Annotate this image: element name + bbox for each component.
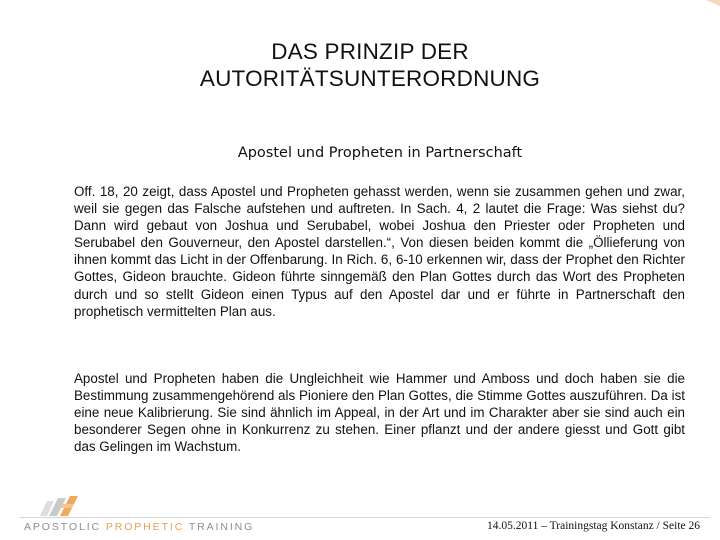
footer-brand-part-2: PROPHETIC (105, 521, 185, 533)
slide-title-line-1: DAS PRINZIP DER (271, 39, 469, 64)
footer-brand (24, 521, 254, 533)
footer-brand-part-3: TRAINING (184, 521, 255, 533)
slide-title (0, 38, 720, 92)
slide-subtitle: Apostel und Propheten in Partnerschaft (237, 145, 523, 161)
footer-page-info: 14.05.2011 – Trainingstag Konstanz / Seite 26 (487, 520, 700, 532)
triple-chevron-logo-icon (20, 490, 80, 520)
body-paragraph-1: Off. 18, 20 zeigt, dass Apostel und Propheten gehasst werden, wenn sie zusammen gehen und zwar, weil sie gegen das Falsche aufstehen und auftreten. In Sach. 4, 2 lautet die Frage: Was siehst du? Dann wird gebaut von Joshua und Serubabel, wobei Joshua den Priester oder Propheten und Serubabel den Gouverneur, den Apostel darstellen.“, Von diesen beiden kommt die „Öllieferung von ihnen kommt das Licht in der Offenbarung. In Rich. 6, 6-10 erkennen wir, dass der Prophet den Richter Gottes, Gideon brauchte. Gideon führte sinngemäß den Plan Gottes durch das Wort des Propheten durch und so stellt Gideon einen Typus auf den Apostel dar und er führte in Partnerschaft den prophetisch vermittelten Plan aus. (74, 184, 685, 319)
slide-title-line-2: AUTORITÄTSUNTERORDNUNG (199, 66, 541, 91)
footer-divider (20, 517, 710, 518)
footer-brand-part-1: APOSTOLIC (24, 521, 106, 533)
body-paragraph-2: Apostel und Propheten haben die Ungleichheit wie Hammer und Amboss und doch haben sie die Bestimmung zusammengehörend als Pioniere den Plan Gottes, die Stimme Gottes auszuführen. Da ist eine neue Kalibrierung. Sie sind ähnlich im Appeal, in der Art und im Charakter aber sie sind auch ein besonderer Segen ohne in Konkurrenz zu stehen. Einer pflanzt und der andere giesst und Gott gibt das Gelingen im Wachstum. (74, 371, 685, 455)
corner-decoration-icon (706, 0, 720, 6)
